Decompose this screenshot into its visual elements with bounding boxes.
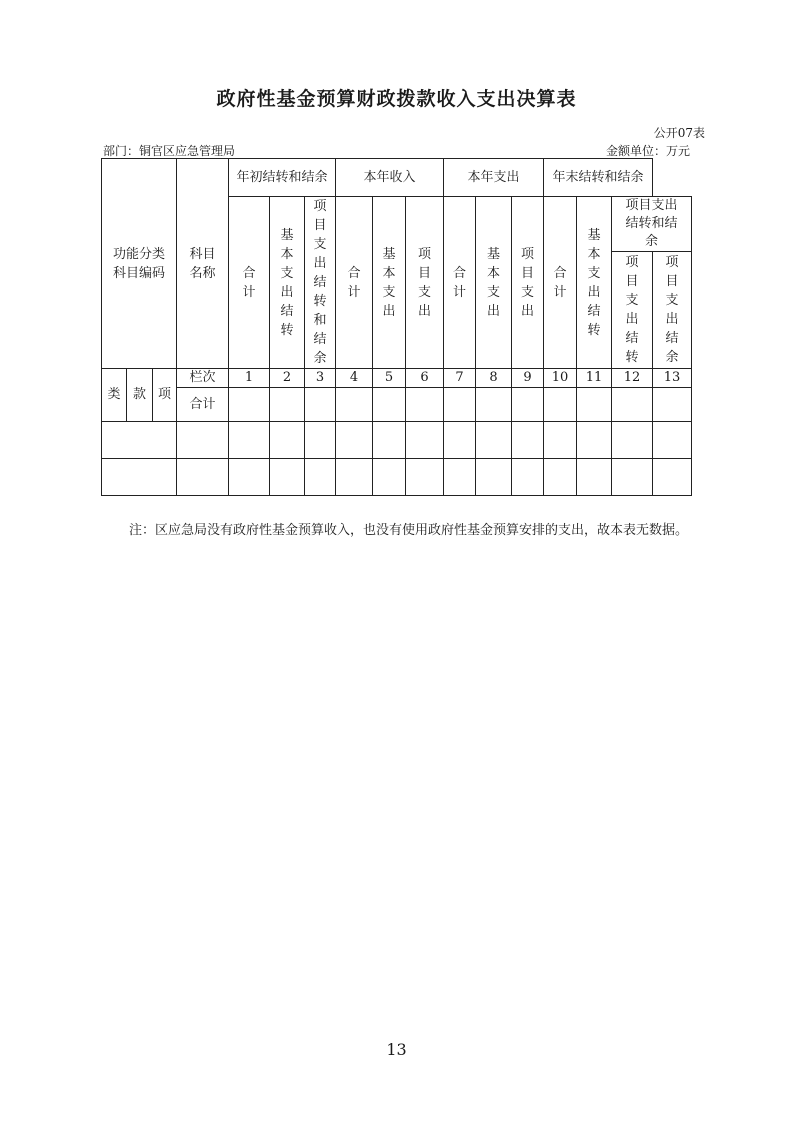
- expense-header: 本年支出: [444, 159, 544, 197]
- unit-label: 金额单位：万元: [605, 144, 690, 158]
- end-project-group-header: 项目支出结转和结余: [612, 197, 692, 252]
- expense-total-header: 合计: [444, 197, 476, 369]
- column-number: 11: [577, 369, 612, 388]
- column-number: 5: [373, 369, 406, 388]
- column-number: 1: [229, 369, 270, 388]
- subject-name-header: 科目名称: [177, 159, 229, 369]
- page-title: 政府性基金预算财政拨款收入支出决算表: [216, 88, 577, 110]
- end-project-carry-header: 项目支出结转: [612, 252, 653, 369]
- end-project-balance-header: 项目支出结余: [653, 252, 692, 369]
- column-number: 10: [544, 369, 577, 388]
- page-number: 13: [386, 1040, 407, 1059]
- table-row: [102, 422, 692, 459]
- income-total-header: 合计: [336, 197, 373, 369]
- end-basic-carry-header: 基本支出结转: [577, 197, 612, 369]
- income-basic-header: 基本支出: [373, 197, 406, 369]
- income-project-header: 项目支出: [406, 197, 444, 369]
- table-row: [102, 459, 692, 496]
- func-class-header: 功能分类科目编码: [102, 159, 177, 369]
- table-note: 注：区应急局没有政府性基金预算收入，也没有使用政府性基金预算安排的支出，故本表无数据。: [129, 523, 689, 538]
- expense-basic-header: 基本支出: [476, 197, 512, 369]
- begin-basic-carry-header: 基本支出结转: [270, 197, 305, 369]
- column-number: 9: [512, 369, 544, 388]
- xiang-header: 项: [153, 369, 177, 422]
- column-number: 7: [444, 369, 476, 388]
- column-number: 8: [476, 369, 512, 388]
- budget-table: [101, 158, 692, 496]
- column-index-label: 栏次: [177, 369, 229, 388]
- kuan-header: 款: [127, 369, 153, 422]
- column-number: 3: [305, 369, 336, 388]
- begin-balance-header: 年初结转和结余: [229, 159, 336, 197]
- end-balance-header: 年末结转和结余: [544, 159, 653, 197]
- column-number: 6: [406, 369, 444, 388]
- sum-row: [102, 388, 692, 422]
- form-code: 公开07表: [653, 126, 705, 140]
- column-number: 13: [653, 369, 692, 388]
- department-label: 部门：铜官区应急管理局: [103, 144, 236, 158]
- expense-project-header: 项目支出: [512, 197, 544, 369]
- begin-total-header: 合计: [229, 197, 270, 369]
- income-header: 本年收入: [336, 159, 444, 197]
- column-number: 4: [336, 369, 373, 388]
- end-total-header: 合计: [544, 197, 577, 369]
- column-number: 2: [270, 369, 305, 388]
- column-number: 12: [612, 369, 653, 388]
- lei-header: 类: [102, 369, 127, 422]
- sum-row-label: 合计: [177, 388, 229, 422]
- begin-project-carry-header: 项目支出结转和结余: [305, 197, 336, 369]
